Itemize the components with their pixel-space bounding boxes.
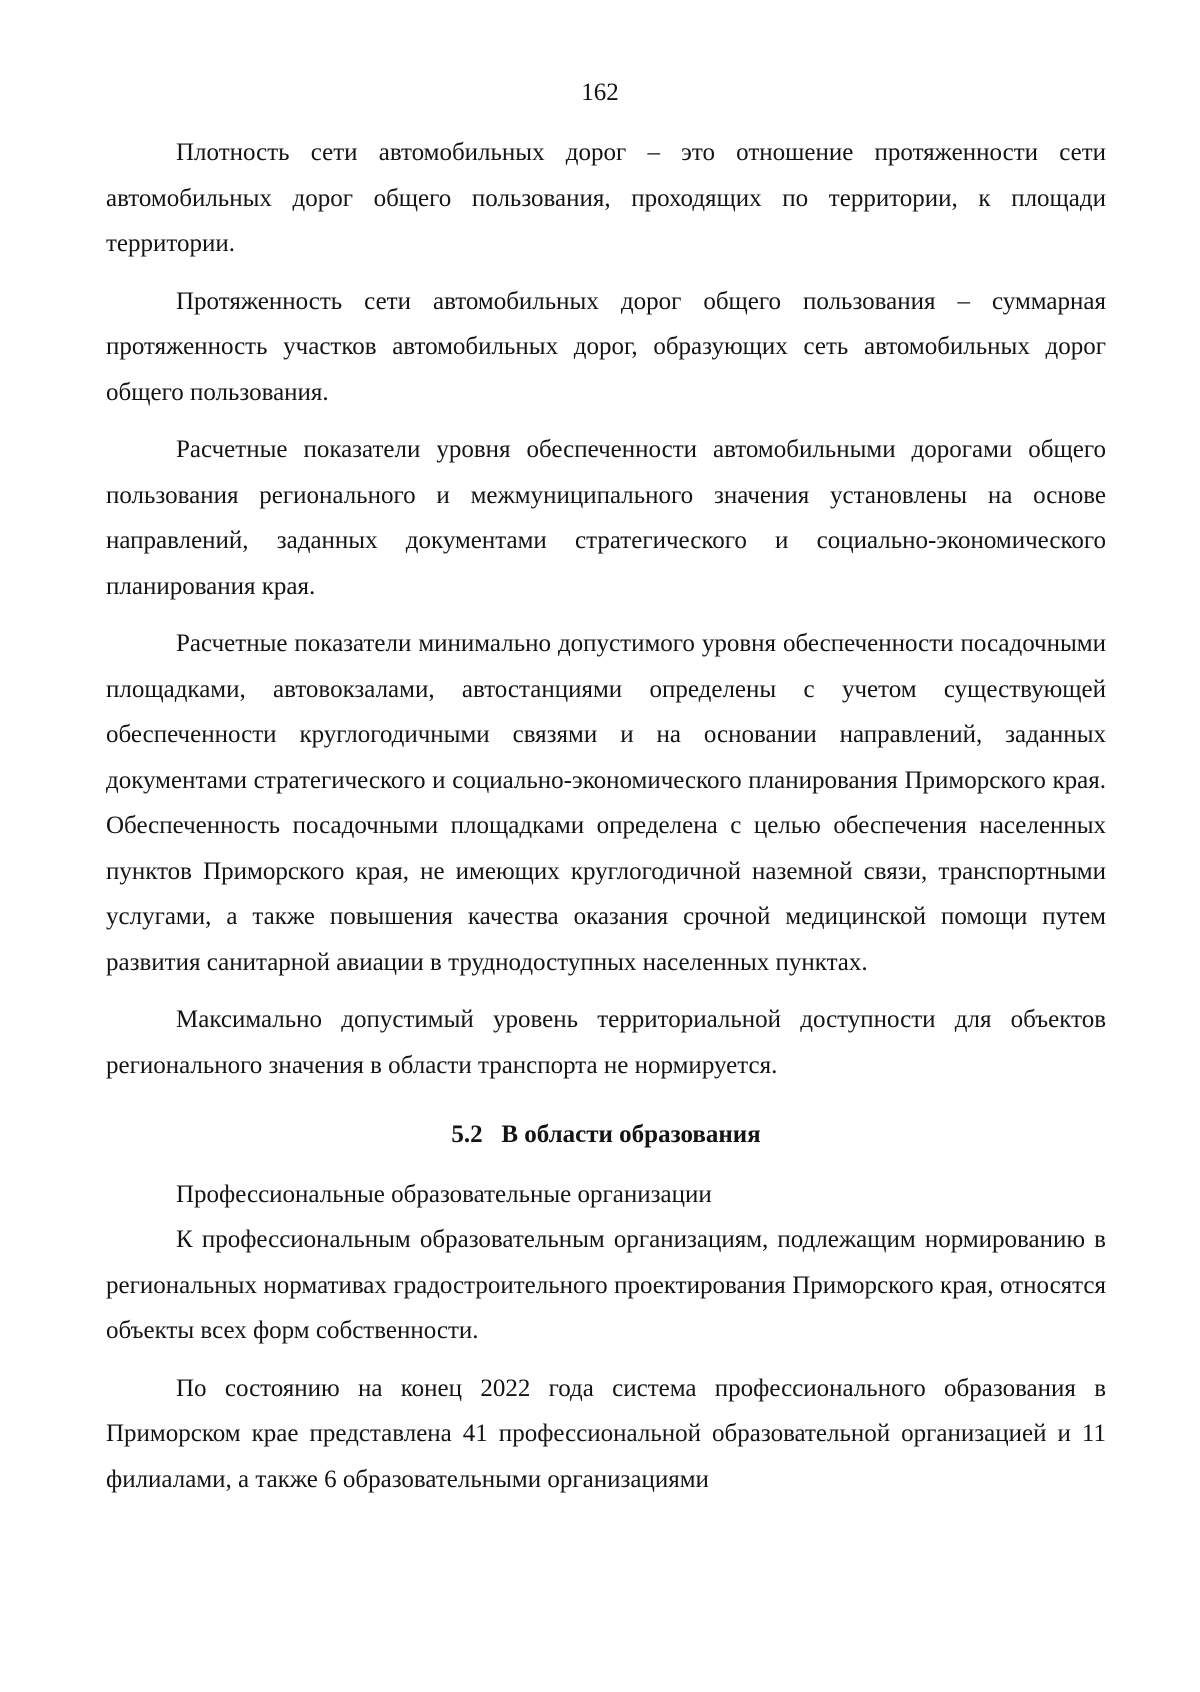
paragraph-road-density: Плотность сети автомобильных дорог – это отношение протяженности сети автомобильных дорог общего пользования, проходящих по территории, к площади территории. (106, 139, 1106, 257)
page-content (106, 130, 1106, 1502)
section-heading: 5.2 В области образования (451, 1121, 761, 1148)
paragraph-max-accessibility: Максимально допустимый уровень территориальной доступности для объектов регионального значения в области транспорта не нормируется. (106, 1006, 1106, 1079)
paragraph-prof-organizations: К профессиональным образовательным организациям, подлежащим нормированию в региональных нормативах градостроительного проектирования Приморского края, относятся объекты всех форм собственности. (106, 1226, 1106, 1344)
page-number: 162 (581, 79, 619, 106)
paragraph-landing-sites: Расчетные показатели минимально допустимого уровня обеспеченности посадочными площадками, автовокзалами, автостанциями определены с учетом существующей обеспеченности круглогодичными связями и на основании направлений, заданных документами стратегического и социально-экономического планирования Приморского края. Обеспеченность посадочными площадками определена с целью обеспечения населенных пунктов Приморского края, не имеющих круглогодичной наземной связи, транспортными услугами, а также повышения качества оказания срочной медицинской помощи путем развития санитарной авиации в труднодоступных населенных пунктах. (106, 630, 1106, 976)
paragraph-road-indicators: Расчетные показатели уровня обеспеченности автомобильными дорогами общего пользования регионального и межмуниципального значения установлены на основе направлений, заданных документами стратегического и социально-экономического планирования края. (106, 436, 1106, 600)
paragraph-road-length: Протяженность сети автомобильных дорог общего пользования – суммарная протяженность участков автомобильных дорог, образующих сеть автомобильных дорог общего пользования. (106, 287, 1106, 406)
subheading: Профессиональные образовательные организации (176, 1180, 712, 1208)
paragraph-prof-education-system: По состоянию на конец 2022 года система профессионального образования в Приморском крае представлена 41 профессиональной образовательной организацией и 11 филиалами, а также 6 образовательными организациями (106, 1374, 1106, 1493)
